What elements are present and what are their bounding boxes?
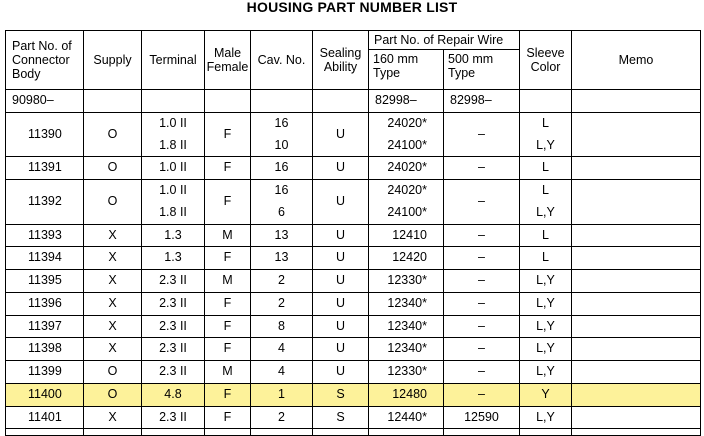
cell-memo (572, 315, 701, 338)
cell-500mm: – (444, 383, 520, 406)
cell-160mm: 12410 (369, 224, 444, 247)
cell-part-no: 11399 (6, 361, 84, 384)
cell-500mm: – (444, 338, 520, 361)
header-sleeve: Sleeve Color (520, 31, 572, 90)
cell-terminal: 2.3 II (142, 406, 205, 429)
table-row (6, 270, 701, 293)
cell-male-female: F (205, 406, 251, 429)
cell-male-female: F (205, 247, 251, 270)
header-160mm: 160 mm Type (369, 50, 444, 90)
cell-part-no: 11392 (6, 180, 84, 225)
cell-sleeve: L,Y (520, 338, 572, 361)
header-terminal: Terminal (142, 31, 205, 90)
cell-supply: O (84, 157, 142, 180)
cell-500mm: – (444, 247, 520, 270)
cell-cav-no: 16 (251, 157, 313, 180)
header-sealing: Sealing Ability (313, 31, 369, 90)
cell-terminal: 1.0 II 1.8 II (142, 180, 205, 225)
cell-male-female: F (205, 338, 251, 361)
cell-memo (572, 361, 701, 384)
cell-terminal: 2.3 II (142, 338, 205, 361)
cell-memo (572, 112, 701, 157)
cell-500mm: – (444, 315, 520, 338)
cell-sleeve: L,Y (520, 361, 572, 384)
cell-cav-no: 2 (251, 292, 313, 315)
cell-memo (572, 383, 701, 406)
cell-160mm: 12330* (369, 361, 444, 384)
cell-memo (572, 292, 701, 315)
cell-supply: X (84, 338, 142, 361)
cell-part-no: 11395 (6, 270, 84, 293)
cell-sealing: U (313, 338, 369, 361)
cell-sleeve: L L,Y (520, 112, 572, 157)
cell-part-no: 11391 (6, 157, 84, 180)
cell-male-female: F (205, 157, 251, 180)
cell-cav-no: 8 (251, 315, 313, 338)
cell-160mm: 12340* (369, 338, 444, 361)
table-row (6, 112, 701, 157)
cell-male-female: F (205, 292, 251, 315)
table-row (6, 338, 701, 361)
cell-cav-no: 16 10 (251, 112, 313, 157)
cell-part-no: 11398 (6, 338, 84, 361)
prefix-part: 90980– (6, 90, 84, 113)
cell-cav-no: 13 (251, 224, 313, 247)
cell-supply: X (84, 292, 142, 315)
table-row-cut-off (6, 429, 701, 436)
cell-sealing: S (313, 406, 369, 429)
header-supply: Supply (84, 31, 142, 90)
cell-sleeve: Y (520, 383, 572, 406)
header-part-no: Part No. of Connector Body (6, 31, 84, 90)
cell-160mm: 24020* 24100* (369, 112, 444, 157)
cell-male-female: F (205, 383, 251, 406)
cell-terminal: 1.0 II (142, 157, 205, 180)
cell-supply: X (84, 247, 142, 270)
cell-cav-no: 4 (251, 361, 313, 384)
cell-sealing: U (313, 361, 369, 384)
cell-terminal: 1.0 II 1.8 II (142, 112, 205, 157)
cell-male-female: F (205, 315, 251, 338)
cell-160mm: 12330* (369, 270, 444, 293)
header-cav-no: Cav. No. (251, 31, 313, 90)
cell-cav-no: 2 (251, 270, 313, 293)
cell-500mm: – (444, 112, 520, 157)
cell-cav-no: 13 (251, 247, 313, 270)
cell-male-female: F (205, 112, 251, 157)
cell-sealing: U (313, 247, 369, 270)
cell-supply: O (84, 383, 142, 406)
cell-cav-no: 1 (251, 383, 313, 406)
cell-memo (572, 338, 701, 361)
header-male-female: Male Female (205, 31, 251, 90)
cell-terminal: 2.3 II (142, 270, 205, 293)
cell-cav-no: 16 6 (251, 180, 313, 225)
cell-supply: X (84, 406, 142, 429)
header-memo: Memo (572, 31, 701, 90)
cell-male-female: M (205, 270, 251, 293)
cell-sealing: U (313, 224, 369, 247)
table-row (6, 157, 701, 180)
table-row (6, 247, 701, 270)
cell-terminal: 1.3 (142, 247, 205, 270)
cell-500mm: – (444, 180, 520, 225)
table-row (6, 361, 701, 384)
cell-part-no: 11396 (6, 292, 84, 315)
cell-supply: O (84, 361, 142, 384)
cell-sealing: U (313, 112, 369, 157)
cell-part-no: 11397 (6, 315, 84, 338)
cell-part-no: 11401 (6, 406, 84, 429)
cell-sealing: U (313, 270, 369, 293)
cell-supply: X (84, 270, 142, 293)
table-row (6, 406, 701, 429)
cell-memo (572, 180, 701, 225)
cell-160mm: 24020* (369, 157, 444, 180)
cell-cav-no: 2 (251, 406, 313, 429)
cell-terminal: 2.3 II (142, 315, 205, 338)
table-row (6, 292, 701, 315)
cell-male-female: M (205, 224, 251, 247)
cell-memo (572, 406, 701, 429)
cell-sealing: U (313, 157, 369, 180)
cell-sealing: S (313, 383, 369, 406)
cell-part-no: 11394 (6, 247, 84, 270)
page-title: HOUSING PART NUMBER LIST (246, 0, 458, 15)
cell-sleeve: L,Y (520, 270, 572, 293)
housing-part-table (5, 30, 701, 436)
cell-part-no: 11390 (6, 112, 84, 157)
cell-memo (572, 224, 701, 247)
cell-sleeve: L,Y (520, 292, 572, 315)
cell-sleeve: L,Y (520, 315, 572, 338)
cell-sleeve: L,Y (520, 406, 572, 429)
table-row (6, 180, 701, 225)
cell-terminal: 2.3 II (142, 361, 205, 384)
cell-supply: O (84, 180, 142, 225)
cell-sealing: U (313, 315, 369, 338)
cell-cav-no: 4 (251, 338, 313, 361)
cell-500mm: – (444, 270, 520, 293)
cell-supply: X (84, 315, 142, 338)
cell-terminal: 2.3 II (142, 292, 205, 315)
table-row (6, 383, 701, 406)
cell-160mm: 12480 (369, 383, 444, 406)
header-500mm: 500 mm Type (444, 50, 520, 90)
cell-supply: X (84, 224, 142, 247)
prefix-160mm: 82998– (369, 90, 444, 113)
cell-500mm: – (444, 292, 520, 315)
cell-memo (572, 270, 701, 293)
cell-part-no: 11393 (6, 224, 84, 247)
cell-memo (572, 247, 701, 270)
cell-500mm: – (444, 361, 520, 384)
table-row (6, 315, 701, 338)
cell-memo (572, 157, 701, 180)
cell-500mm: – (444, 224, 520, 247)
cell-supply: O (84, 112, 142, 157)
prefix-row (6, 90, 701, 113)
cell-sleeve: L (520, 224, 572, 247)
cell-sealing: U (313, 180, 369, 225)
cell-sealing: U (313, 292, 369, 315)
cell-part-no: 11400 (6, 383, 84, 406)
cell-terminal: 1.3 (142, 224, 205, 247)
cell-terminal: 4.8 (142, 383, 205, 406)
cell-160mm: 12420 (369, 247, 444, 270)
cell-500mm: – (444, 157, 520, 180)
cell-male-female: F (205, 180, 251, 225)
cell-sleeve: L (520, 157, 572, 180)
cell-sleeve: L (520, 247, 572, 270)
cell-160mm: 12340* (369, 292, 444, 315)
cell-male-female: M (205, 361, 251, 384)
cell-500mm: 12590 (444, 406, 520, 429)
cell-160mm: 12440* (369, 406, 444, 429)
cell-160mm: 12340* (369, 315, 444, 338)
prefix-500mm: 82998– (444, 90, 520, 113)
cell-160mm: 24020* 24100* (369, 180, 444, 225)
header-repair-wire: Part No. of Repair Wire (369, 31, 520, 50)
table-row (6, 224, 701, 247)
cell-sleeve: L L,Y (520, 180, 572, 225)
